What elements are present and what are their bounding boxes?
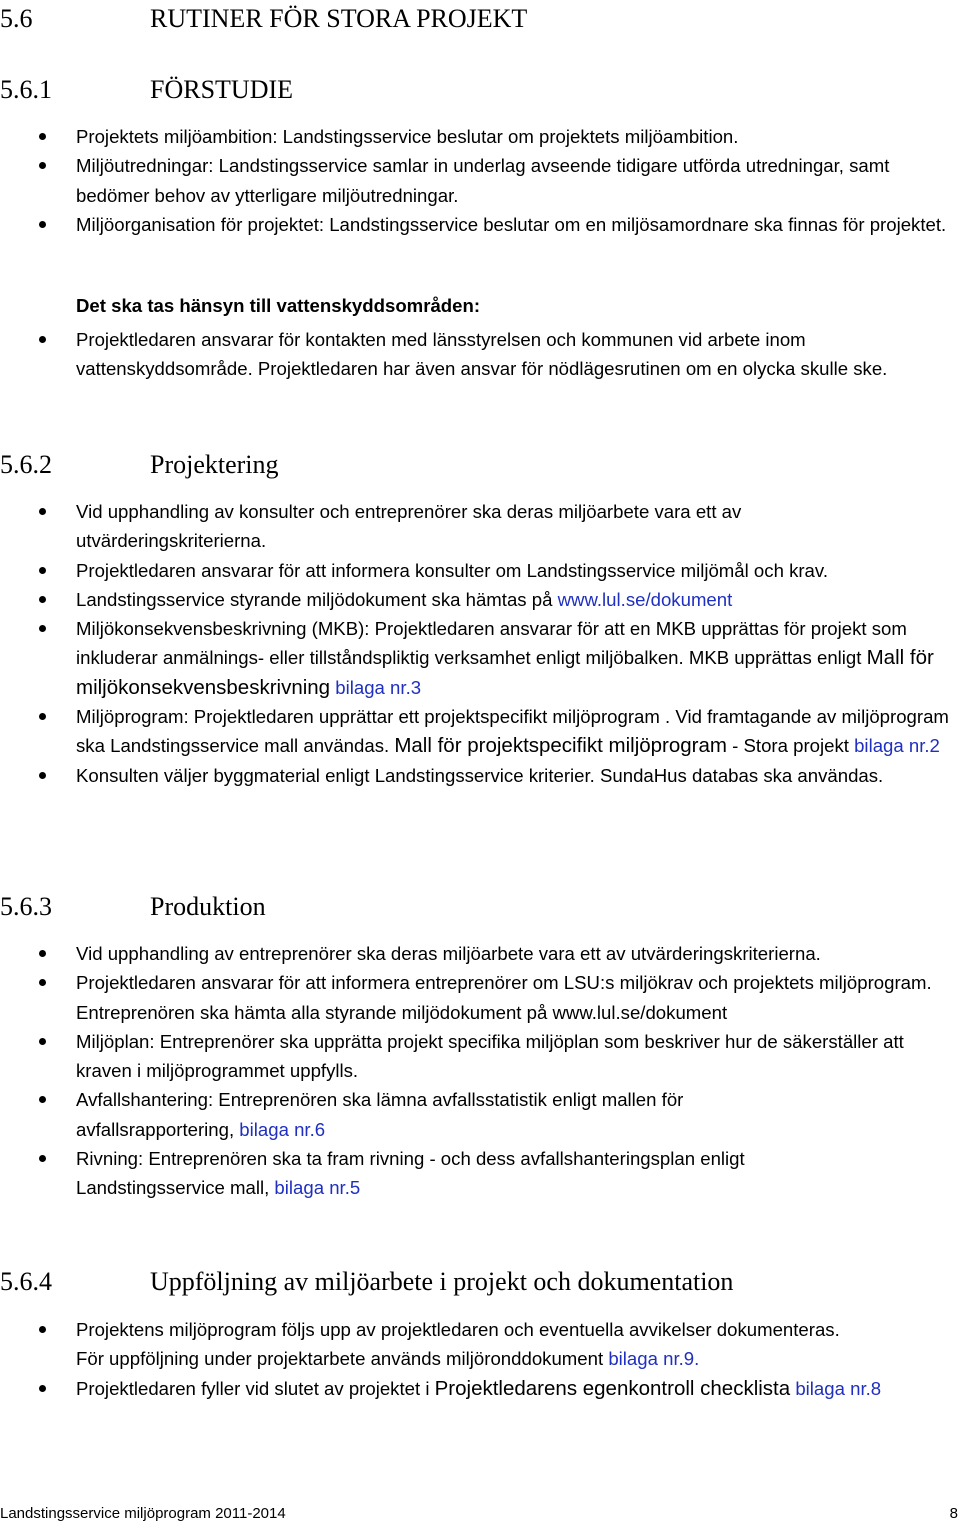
bullet-icon <box>39 1038 46 1045</box>
bilaga-6-link[interactable]: bilaga nr.6 <box>239 1118 326 1140</box>
bullet-icon <box>39 625 46 632</box>
bullet-icon <box>39 950 46 957</box>
section-title: FÖRSTUDIE <box>150 75 294 104</box>
list-item: Projektledaren fyller vid slutet av projektet i Projektledarens egenkontroll checklista bilaga nr.8 <box>0 1374 960 1403</box>
list-item: Projektledaren ansvarar för kontakten med länsstyrelsen och kommunen vid arbete inom vattenskyddsområde. Projektledaren har även ansvar för nödlägesrutinen om en olycka skulle ske. <box>0 325 960 384</box>
bullet-icon <box>39 713 46 720</box>
bilaga-5-link[interactable]: bilaga nr.5 <box>274 1177 361 1199</box>
bullet-icon <box>39 336 46 343</box>
section-title: RUTINER FÖR STORA PROJEKT <box>150 4 528 33</box>
bullet-icon <box>39 133 46 140</box>
bilaga-8-link[interactable]: bilaga nr.8 <box>795 1377 882 1399</box>
uppfoljning-list <box>0 1315 960 1403</box>
section-number: 5.6 <box>0 4 33 33</box>
bullet-icon <box>39 1096 46 1103</box>
bullet-icon <box>39 221 46 228</box>
section-number: 5.6.4 <box>0 1267 52 1296</box>
list-item: Projektledaren ansvarar för att informera konsulter om Landstingsservice miljömål och krav. <box>0 556 960 585</box>
projektering-list <box>0 497 960 790</box>
bullet-icon <box>39 508 46 515</box>
section-heading-5-6-2 <box>0 450 279 480</box>
list-item: Rivning: Entreprenören ska ta fram rivning - och dess avfallshanteringsplan enligt Landstingsservice mall, bilaga nr.5 <box>0 1144 960 1203</box>
bullet-icon <box>39 596 46 603</box>
section-number: 5.6.3 <box>0 892 52 921</box>
list-item: Landstingsservice styrande miljödokument ska hämtas på www.lul.se/dokument <box>0 585 960 614</box>
section-heading-5-6 <box>0 4 527 34</box>
list-item: Miljökonsekvensbeskrivning (MKB): Projektledaren ansvarar för att en MKB upprättas för projekt som inkluderar anmälnings- eller tillståndspliktig verksamhet enligt miljöbalken. MKB upprättas enligt Mall för miljökonsekvensbeskrivning bilaga nr.3 <box>0 614 960 702</box>
list-item: Miljöprogram: Projektledaren upprättar ett projektspecifikt miljöprogram . Vid framtagande av miljöprogram ska Landstingsservice mall användas. Mall för projektspecifikt miljöprogram - Stora projekt bilaga nr.2 <box>0 702 960 761</box>
section-heading-5-6-3 <box>0 892 266 922</box>
list-item: Vid upphandling av konsulter och entreprenörer ska deras miljöarbete vara ett av utvärderingskriterierna. <box>0 497 960 556</box>
bullet-icon <box>39 772 46 779</box>
bullet-icon <box>39 567 46 574</box>
section-title: Uppföljning av miljöarbete i projekt och dokumentation <box>150 1267 734 1296</box>
list-item: Miljöutredningar: Landstingsservice samlar in underlag avseende tidigare utförda utredningar, samt bedömer behov av ytterligare miljöutredningar. <box>0 151 960 210</box>
forstudie-list <box>0 122 960 239</box>
section-title: Produktion <box>150 892 266 921</box>
bilaga-9-link[interactable]: bilaga nr.9. <box>608 1348 700 1370</box>
bullet-icon <box>39 1385 46 1392</box>
section-number: 5.6.2 <box>0 450 52 479</box>
bullet-icon <box>39 1155 46 1162</box>
section-title: Projektering <box>150 450 279 479</box>
bullet-icon <box>39 979 46 986</box>
bullet-icon <box>39 162 46 169</box>
list-item: Avfallshantering: Entreprenören ska lämna avfallsstatistik enligt mallen för avfallsrapportering, bilaga nr.6 <box>0 1085 960 1144</box>
bilaga-2-link[interactable]: bilaga nr.2 <box>854 735 940 757</box>
page-number: 8 <box>949 1505 958 1522</box>
section-heading-5-6-4 <box>0 1267 733 1297</box>
section-number: 5.6.1 <box>0 75 52 104</box>
water-protection-list <box>0 325 960 384</box>
list-item: Vid upphandling av entreprenörer ska deras miljöarbete vara ett av utvärderingskriterierna. <box>0 939 960 968</box>
water-protection-subheading: Det ska tas hänsyn till vattenskyddsområden: <box>76 295 481 316</box>
bullet-icon <box>39 1326 46 1333</box>
produktion-list <box>0 939 960 1203</box>
dokument-link[interactable]: www.lul.se/dokument <box>557 588 733 610</box>
section-heading-5-6-1 <box>0 75 293 105</box>
footer-title: Landstingsservice miljöprogram 2011-2014 <box>0 1505 286 1522</box>
list-item: Miljöorganisation för projektet: Landstingsservice beslutar om en miljösamordnare ska finnas för projektet. <box>0 210 960 239</box>
list-item: Projektets miljöambition: Landstingsservice beslutar om projektets miljöambition. <box>0 122 960 151</box>
list-item: Projektens miljöprogram följs upp av projektledaren och eventuella avvikelser dokumenteras. För uppföljning under projektarbete används miljöronddokument bilaga nr.9. <box>0 1315 960 1374</box>
list-item: Konsulten väljer byggmaterial enligt Landstingsservice kriterier. SundaHus databas ska användas. <box>0 761 960 790</box>
bilaga-3-link[interactable]: bilaga nr.3 <box>335 676 422 698</box>
list-item: Miljöplan: Entreprenörer ska upprätta projekt specifika miljöplan som beskriver hur de säkerställer att kraven i miljöprogrammet uppfylls. <box>0 1027 960 1086</box>
list-item: Projektledaren ansvarar för att informera entreprenörer om LSU:s miljökrav och projektets miljöprogram. Entreprenören ska hämta alla styrande miljödokument på www.lul.se/dokument <box>0 968 960 1027</box>
